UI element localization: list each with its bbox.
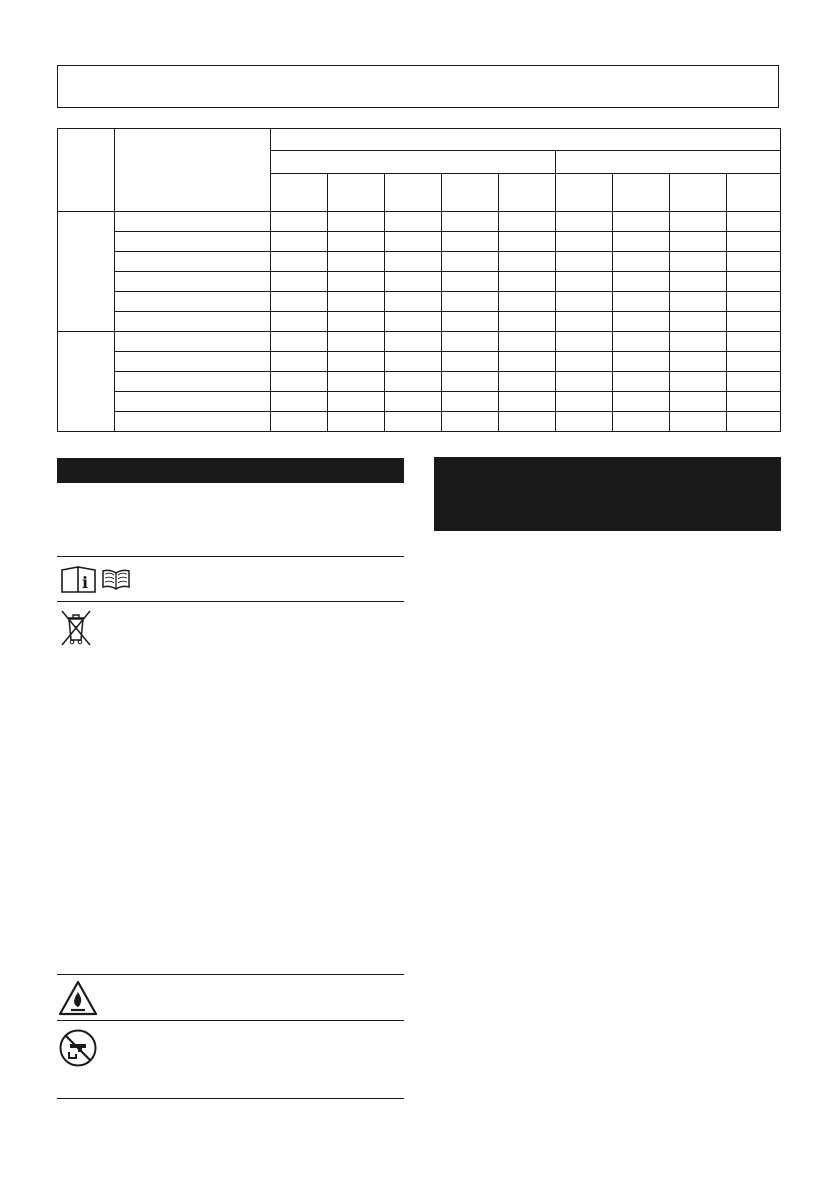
table-cell xyxy=(385,392,442,412)
column-header xyxy=(499,174,556,212)
table-row xyxy=(58,272,781,292)
table-cell xyxy=(499,232,556,252)
column-header xyxy=(385,174,442,212)
table-cell xyxy=(328,212,385,232)
table-cell xyxy=(271,292,328,312)
table-cell xyxy=(727,272,781,292)
table-cell xyxy=(442,332,499,352)
row-label xyxy=(115,352,271,372)
row-label xyxy=(115,232,271,252)
table-cell xyxy=(442,372,499,392)
table-cell xyxy=(670,292,727,312)
column-header xyxy=(442,174,499,212)
column-header xyxy=(328,174,385,212)
open-book-icon xyxy=(101,567,131,593)
table-cell xyxy=(442,312,499,332)
table-cell xyxy=(613,372,670,392)
row-label xyxy=(115,272,271,292)
table-cell xyxy=(499,272,556,292)
specification-table xyxy=(57,128,781,432)
table-label-header xyxy=(115,129,271,212)
table-cell xyxy=(556,272,613,292)
table-cell xyxy=(670,212,727,232)
table-cell xyxy=(670,232,727,252)
table-cell xyxy=(385,352,442,372)
table-cell xyxy=(499,292,556,312)
table-cell xyxy=(271,352,328,372)
table-cell xyxy=(613,212,670,232)
table-main-header xyxy=(271,129,781,151)
table-cell xyxy=(385,332,442,352)
table-row xyxy=(58,412,781,432)
table-cell xyxy=(328,352,385,372)
table-cell xyxy=(556,252,613,272)
table-cell xyxy=(727,392,781,412)
svg-text:i: i xyxy=(82,573,89,592)
table-row xyxy=(58,212,781,232)
crossed-bin-icon xyxy=(60,609,92,647)
table-cell xyxy=(613,292,670,312)
table-row xyxy=(58,372,781,392)
table-cell xyxy=(670,372,727,392)
table-cell xyxy=(556,372,613,392)
table-row xyxy=(58,292,781,312)
row-label xyxy=(115,392,271,412)
table-cell xyxy=(499,352,556,372)
table-row xyxy=(58,352,781,372)
table-cell xyxy=(385,232,442,252)
table-cell xyxy=(442,412,499,432)
table-cell xyxy=(670,252,727,272)
table-cell xyxy=(328,252,385,272)
column-header xyxy=(727,174,781,212)
table-cell xyxy=(499,212,556,232)
table-group-b-header xyxy=(556,151,781,174)
table-cell xyxy=(499,372,556,392)
table-cell xyxy=(670,392,727,412)
table-cell xyxy=(385,212,442,232)
table-cell xyxy=(442,292,499,312)
table-cell xyxy=(271,392,328,412)
table-cell xyxy=(613,232,670,252)
table-cell xyxy=(271,412,328,432)
table-cell xyxy=(328,412,385,432)
table-cell xyxy=(328,312,385,332)
table-cell xyxy=(613,252,670,272)
table-cell xyxy=(328,372,385,392)
row-label xyxy=(115,212,271,232)
table-cell xyxy=(442,212,499,232)
row-label xyxy=(115,252,271,272)
no-water-tap-icon xyxy=(58,1028,98,1068)
symbols-divider xyxy=(57,601,404,602)
table-cell xyxy=(385,292,442,312)
table-cell xyxy=(613,392,670,412)
table-row xyxy=(58,252,781,272)
table-cell xyxy=(727,332,781,352)
group-2-label xyxy=(58,332,115,432)
table-cell xyxy=(727,212,781,232)
table-cell xyxy=(556,332,613,352)
table-cell xyxy=(271,372,328,392)
table-row xyxy=(58,332,781,352)
column-header xyxy=(613,174,670,212)
column-header xyxy=(670,174,727,212)
table-group-a-header xyxy=(271,151,556,174)
table-cell xyxy=(727,252,781,272)
row-label xyxy=(115,292,271,312)
table-row xyxy=(58,392,781,412)
table-cell xyxy=(670,412,727,432)
table-cell xyxy=(670,272,727,292)
table-cell xyxy=(271,212,328,232)
table-cell xyxy=(556,292,613,312)
table-cell xyxy=(328,232,385,252)
table-cell xyxy=(271,312,328,332)
table-cell xyxy=(613,272,670,292)
table-cell xyxy=(385,252,442,272)
symbols-divider xyxy=(57,1020,404,1021)
table-cell xyxy=(271,252,328,272)
table-cell xyxy=(442,232,499,252)
row-label xyxy=(115,332,271,352)
table-cell xyxy=(727,292,781,312)
table-row xyxy=(58,232,781,252)
symbols-divider xyxy=(57,556,404,557)
table-cell xyxy=(499,312,556,332)
manual-info-icon xyxy=(60,565,98,594)
table-cell xyxy=(385,272,442,292)
notice-box xyxy=(57,65,779,108)
table-cell xyxy=(670,312,727,332)
table-cell xyxy=(727,412,781,432)
table-cell xyxy=(727,372,781,392)
table-cell xyxy=(556,232,613,252)
table-cell xyxy=(613,312,670,332)
table-cell xyxy=(385,412,442,432)
table-cell xyxy=(556,212,613,232)
table-cell xyxy=(613,412,670,432)
table-row xyxy=(58,312,781,332)
table-cell xyxy=(442,392,499,412)
table-cell xyxy=(442,352,499,372)
table-corner-cell xyxy=(58,129,115,212)
table-cell xyxy=(556,312,613,332)
row-label xyxy=(115,412,271,432)
column-header xyxy=(271,174,328,212)
table-cell xyxy=(271,232,328,252)
table-cell xyxy=(499,392,556,412)
table-cell xyxy=(385,372,442,392)
table-cell xyxy=(328,272,385,292)
table-cell xyxy=(328,332,385,352)
table-cell xyxy=(727,312,781,332)
table-cell xyxy=(727,232,781,252)
row-label xyxy=(115,372,271,392)
row-label xyxy=(115,312,271,332)
right-section-title xyxy=(434,457,781,531)
group-1-label xyxy=(58,212,115,332)
table-cell xyxy=(271,272,328,292)
table-cell xyxy=(613,352,670,372)
table-cell xyxy=(271,332,328,352)
table-cell xyxy=(442,272,499,292)
table-cell xyxy=(613,332,670,352)
table-cell xyxy=(499,332,556,352)
table-cell xyxy=(556,412,613,432)
column-header xyxy=(556,174,613,212)
symbols-divider xyxy=(57,974,404,975)
symbols-divider xyxy=(57,1098,404,1099)
table-cell xyxy=(556,352,613,372)
table-cell xyxy=(727,352,781,372)
notice-text xyxy=(58,66,778,90)
table-cell xyxy=(670,352,727,372)
flammable-warning-icon xyxy=(58,980,98,1016)
left-section-title xyxy=(57,458,404,483)
table-cell xyxy=(385,312,442,332)
table-cell xyxy=(442,252,499,272)
table-cell xyxy=(556,392,613,412)
table-cell xyxy=(499,252,556,272)
table-cell xyxy=(499,412,556,432)
table-cell xyxy=(328,292,385,312)
table-cell xyxy=(670,332,727,352)
table-cell xyxy=(328,392,385,412)
